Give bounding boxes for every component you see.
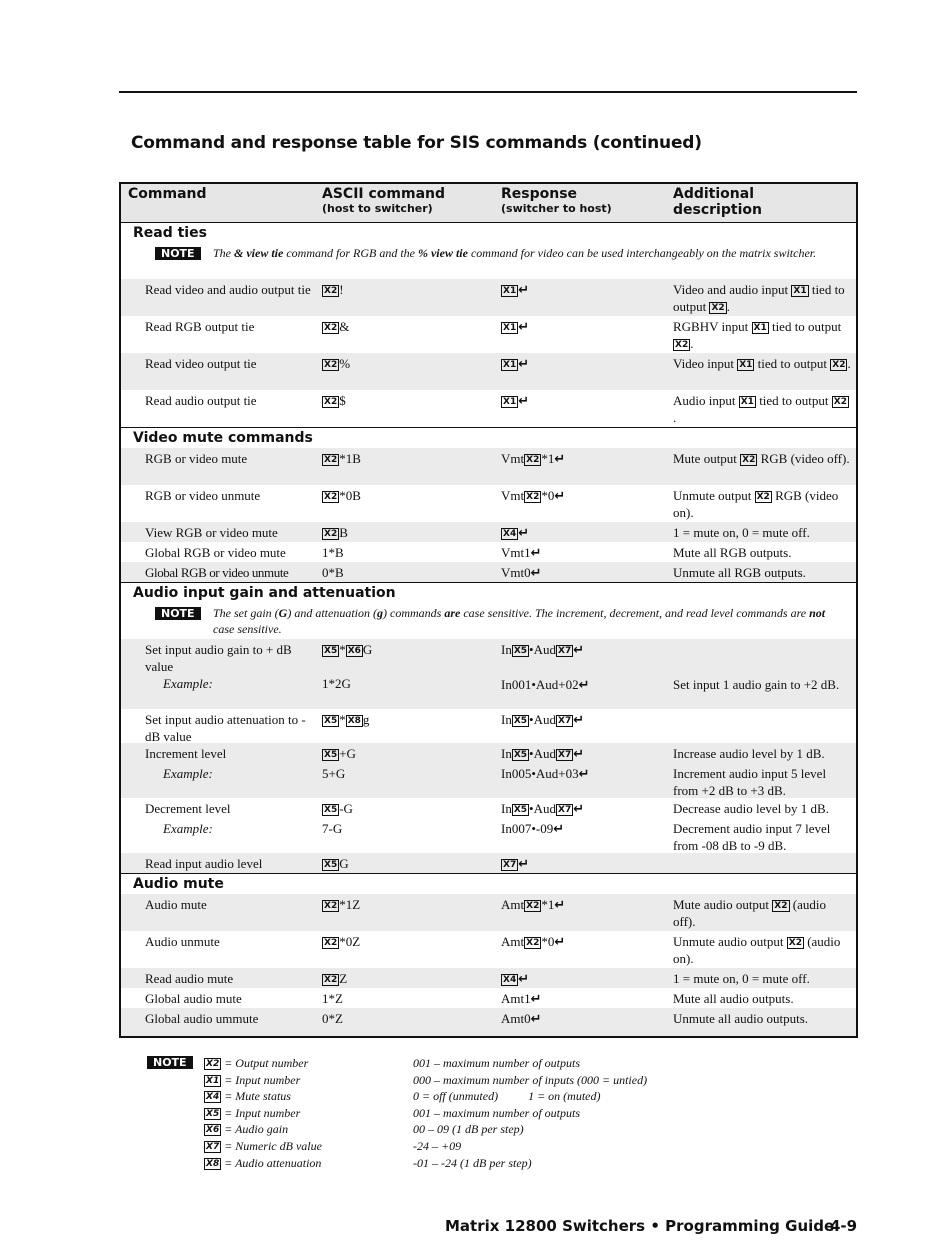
ascii-cell: X5 +G	[324, 746, 356, 761]
ascii-cell: 1*Z	[322, 991, 343, 1006]
note-badge: NOTE	[155, 247, 201, 260]
response-cell: X1 ↵	[503, 357, 530, 372]
description-cell: Decrease audio level by 1 dB.	[673, 801, 829, 816]
command-cell: View RGB or video mute	[145, 525, 278, 540]
ascii-cell: 0*B	[322, 565, 344, 580]
ascii-cell: X2 !	[324, 282, 344, 297]
response-cell: In X5 •Aud X7 ↵	[501, 801, 585, 817]
ascii-cell: X2 B	[324, 525, 348, 540]
response-cell: Amt0↵	[501, 1011, 542, 1027]
description-cell: Unmute all RGB outputs.	[673, 565, 806, 580]
response-cell: Amt1↵	[501, 991, 542, 1007]
ascii-cell: 5+G	[322, 766, 346, 781]
table-row	[121, 988, 856, 1008]
description-cell: Video input X1 tied to output X2 .	[673, 356, 851, 371]
page-number: 4-9	[830, 1217, 858, 1235]
table-row	[121, 709, 856, 743]
command-cell: Set input audio gain to + dB value	[145, 642, 292, 674]
header-ascii: ASCII command (host to switcher)	[322, 186, 446, 215]
description-cell: 1 = mute on, 0 = mute off.	[673, 971, 810, 986]
command-cell: Increment level	[145, 746, 227, 761]
table-row	[121, 485, 856, 522]
description-cell: Mute all audio outputs.	[673, 991, 794, 1006]
table-row	[121, 279, 856, 316]
response-cell: Vmt X2 *0↵	[501, 488, 566, 504]
command-cell: Audio mute	[145, 897, 207, 912]
response-cell: In X5 •Aud X7 ↵	[501, 642, 585, 658]
description-cell: Mute all RGB outputs.	[673, 545, 792, 560]
table-row	[121, 390, 856, 427]
command-cell: Decrement level	[145, 801, 231, 816]
footer-title: Matrix 12800 Switchers • Programming Guide	[445, 1217, 835, 1235]
ascii-cell: X2 *1Z	[324, 897, 361, 912]
command-cell: Read video output tie	[145, 356, 257, 371]
table-row	[121, 931, 856, 968]
ascii-cell: X2 Z	[324, 971, 348, 986]
row-group-set-gain	[121, 639, 856, 709]
ascii-cell: X2 &	[324, 319, 350, 334]
description-cell: Set input 1 audio gain to +2 dB.	[673, 677, 840, 692]
command-cell: Global audio ummute	[145, 1011, 259, 1026]
description-cell: Mute audio output X2 (audio off).	[673, 897, 826, 929]
command-cell: Read audio output tie	[145, 393, 257, 408]
description-cell: Unmute all audio outputs.	[673, 1011, 809, 1026]
note-text: The set gain (G) and attenuation (g) commands are case sensitive. The increment, decrement, and read level commands are not case sensitive.	[213, 606, 826, 636]
header-response: Response (switcher to host)	[501, 186, 612, 215]
table-row	[121, 798, 856, 818]
command-cell: Read video and audio output tie	[145, 282, 311, 297]
description-cell: Decrement audio input 7 level from -08 dB to -9 dB.	[673, 821, 831, 853]
ascii-cell: X5 -G	[324, 801, 353, 816]
ascii-cell: X5 * X8 g	[324, 712, 370, 727]
note-text: The & view tie command for RGB and the % view tie command for video can be used interchangeably on the matrix switcher.	[213, 246, 817, 260]
table-row	[121, 353, 856, 390]
description-cell: Unmute audio output X2 (audio on).	[673, 934, 841, 966]
table-row	[121, 968, 856, 988]
table-row	[121, 1008, 856, 1036]
description-cell: RGBHV input X1 tied to output X2 .	[673, 319, 842, 351]
table-row	[121, 894, 856, 931]
description-cell: Increase audio level by 1 dB.	[673, 746, 825, 761]
table-row	[121, 522, 856, 542]
response-cell: Vmt1↵	[501, 545, 542, 561]
table-header	[121, 184, 856, 223]
response-cell: In005•Aud+03↵	[501, 766, 590, 782]
header-command: Command	[128, 186, 207, 202]
response-cell: Vmt X2 *1↵	[501, 451, 566, 467]
note-badge: NOTE	[155, 607, 201, 620]
response-cell: X4 ↵	[503, 526, 530, 541]
ascii-cell: X5 G	[324, 856, 349, 871]
example-label: Example:	[163, 766, 213, 781]
command-cell: Audio unmute	[145, 934, 220, 949]
note-audio-gain	[121, 603, 856, 639]
response-cell: X1 ↵	[503, 283, 530, 298]
response-cell: X1 ↵	[503, 320, 530, 335]
table-row	[121, 853, 856, 873]
description-cell: Audio input X1 tied to output X2.	[673, 393, 847, 425]
header-description: Additional description	[673, 186, 762, 218]
ascii-cell: 1*2G	[322, 676, 351, 691]
table-row	[121, 743, 856, 763]
description-cell: Video and audio input X1 tied to output X2 .	[673, 282, 845, 314]
section-title-audio-gain: Audio input gain and attenuation	[121, 582, 856, 603]
response-cell: X4 ↵	[503, 972, 530, 987]
table-row	[121, 562, 856, 582]
response-cell: X1 ↵	[503, 394, 530, 409]
example-label: Example:	[163, 821, 213, 836]
response-cell: Vmt0↵	[501, 565, 542, 581]
table-row	[121, 316, 856, 353]
ascii-cell: X2 *0B	[324, 488, 361, 503]
ascii-cell: X2 *1B	[324, 451, 361, 466]
response-cell: In007•-09↵	[501, 821, 565, 837]
ascii-cell: X2 %	[324, 356, 351, 371]
command-cell: Global RGB or video mute	[145, 545, 286, 560]
section-title-audio-mute: Audio mute	[121, 873, 856, 894]
example-label: Example:	[163, 676, 213, 691]
table-row	[121, 542, 856, 562]
description-cell: Unmute output X2 RGB (video on).	[673, 488, 839, 520]
response-cell: In001•Aud+02↵	[501, 677, 590, 693]
command-cell: Read input audio level	[145, 856, 263, 871]
response-cell: X7 ↵	[503, 857, 530, 872]
ascii-cell: X5 * X6 G	[324, 642, 373, 657]
response-cell: Amt X2 *1↵	[501, 897, 566, 913]
ascii-cell: X2 *0Z	[324, 934, 361, 949]
note-read-ties	[121, 243, 856, 279]
description-cell: 1 = mute on, 0 = mute off.	[673, 525, 810, 540]
response-cell: In X5 •Aud X7 ↵	[501, 746, 585, 762]
page-title: Command and response table for SIS commands (continued)	[131, 133, 702, 153]
table-row	[121, 639, 856, 673]
ascii-cell: 0*Z	[322, 1011, 343, 1026]
ascii-cell: 7-G	[322, 821, 343, 836]
table-row	[121, 673, 856, 709]
command-cell: RGB or video unmute	[145, 488, 261, 503]
table-row	[121, 818, 856, 853]
description-cell: Mute output X2 RGB (video off).	[673, 451, 850, 466]
command-cell: Read RGB output tie	[145, 319, 255, 334]
command-cell: Read audio mute	[145, 971, 234, 986]
command-cell: Set input audio attenuation to - dB value	[145, 712, 306, 744]
response-cell: Amt X2 *0↵	[501, 934, 566, 950]
note-badge: NOTE	[147, 1056, 193, 1069]
command-cell: Global audio mute	[145, 991, 242, 1006]
table-row	[121, 448, 856, 485]
top-rule	[119, 91, 857, 93]
row-group-decrement	[121, 798, 856, 853]
command-cell: RGB or video mute	[145, 451, 248, 466]
table-row	[121, 763, 856, 798]
section-title-video-mute: Video mute commands	[121, 427, 856, 448]
response-cell: In X5 •Aud X7 ↵	[501, 712, 585, 728]
section-title-read-ties: Read ties	[133, 225, 207, 241]
row-group-increment	[121, 743, 856, 798]
sis-command-table	[119, 182, 858, 1038]
description-cell: Increment audio input 5 level from +2 dB to +3 dB.	[673, 766, 827, 798]
ascii-cell: X2 $	[324, 393, 346, 408]
ascii-cell: 1*B	[322, 545, 344, 560]
command-cell: Global RGB or video unmute	[145, 565, 289, 580]
